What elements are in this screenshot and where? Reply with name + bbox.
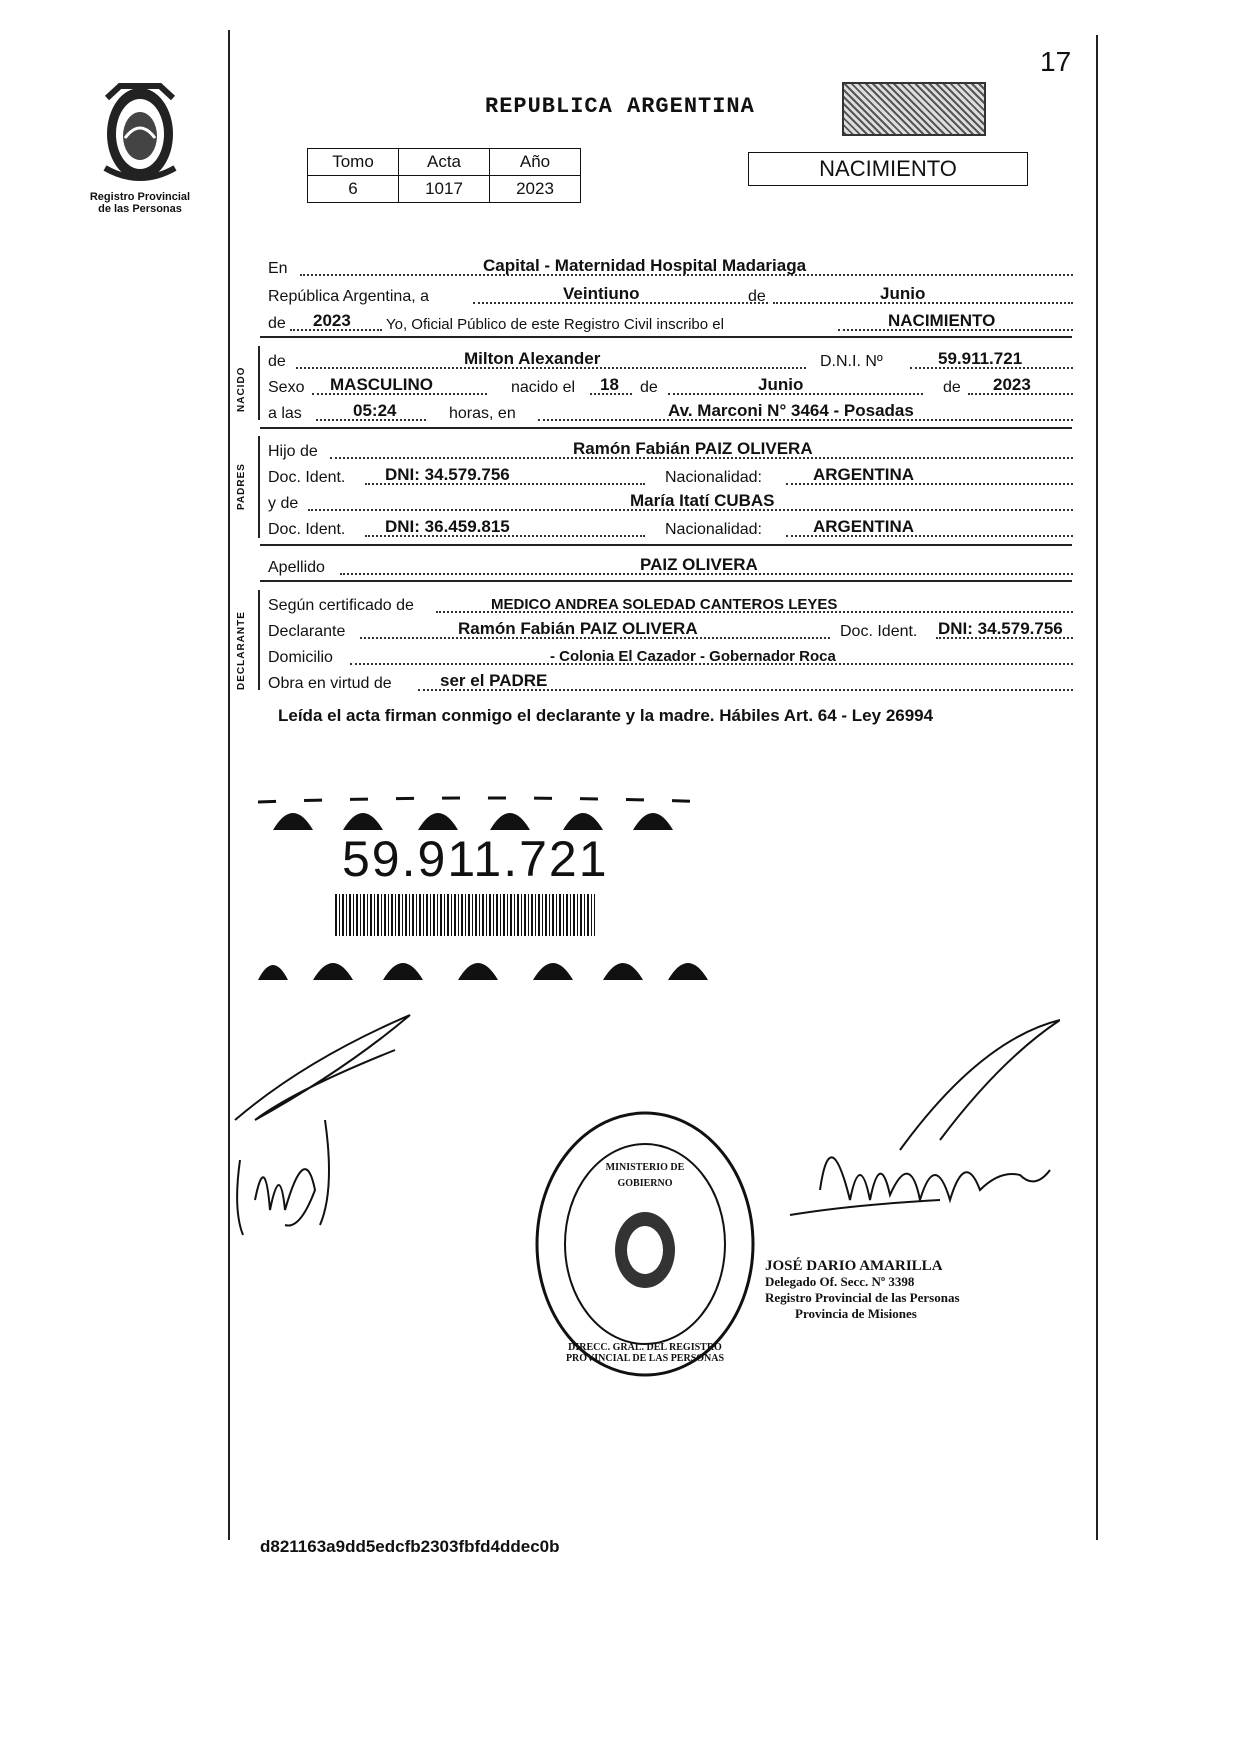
fingerprint-strip-top-icon	[258, 790, 713, 830]
declarant-signature	[225, 1010, 465, 1240]
value-act: NACIMIENTO	[888, 311, 996, 330]
label-nacido-el: nacido el	[511, 379, 576, 396]
value-declarant-doc: DNI: 34.579.756	[938, 619, 1063, 638]
label-nacionalidad-2: Nacionalidad:	[665, 521, 762, 538]
record-value-acta: 1017	[399, 176, 490, 203]
stamp-ring-text: DIRECC. GRAL. DEL REGISTRO PROVINCIAL DE LAS PERSONAS	[565, 1342, 725, 1364]
row-surname	[268, 553, 1073, 577]
logo-caption-line1: Registro Provincial	[89, 191, 191, 203]
value-birth-month: Junio	[758, 375, 804, 394]
record-header-ano: Año	[490, 149, 581, 176]
record-value-ano: 2023	[490, 176, 581, 203]
label-a-las: a las	[268, 405, 302, 422]
logo-caption-line2: de las Personas	[98, 203, 182, 215]
label-yo: Yo, Oficial Público de este Registro Civil inscribo el	[386, 316, 724, 333]
signatory-office: Registro Provincial de las Personas	[765, 1290, 960, 1305]
signatory-block	[765, 1258, 1065, 1322]
value-father: Ramón Fabián PAIZ OLIVERA	[573, 439, 813, 458]
document-hash: d821163a9dd5edcfb2303fbfd4ddec0b	[260, 1537, 560, 1556]
row-certificate	[268, 591, 1073, 615]
value-father-doc: DNI: 34.579.756	[385, 465, 510, 484]
label-dni: D.N.I. Nº	[820, 353, 883, 370]
row-father	[268, 437, 1073, 461]
row-place	[268, 254, 1073, 278]
barcode-icon	[335, 894, 595, 936]
label-doc-ident-decl: Doc. Ident.	[840, 623, 918, 640]
page-title: REPUBLICA ARGENTINA	[485, 94, 755, 119]
closing-note: Leída el acta firman conmigo el declarante y la madre. Hábiles Art. 64 - Ley 26994	[278, 706, 934, 725]
row-name	[268, 347, 1073, 371]
label-declarante: Declarante	[268, 623, 346, 640]
section-label-declarante: DECLARANTE	[236, 611, 247, 690]
official-signature	[760, 1000, 1060, 1240]
label-hijo-de: Hijo de	[268, 443, 318, 460]
left-margin-line	[228, 30, 230, 1540]
row-year-act	[268, 309, 1073, 333]
coat-of-arms-icon	[75, 78, 205, 186]
value-day-words: Veintiuno	[563, 284, 640, 303]
label-domicilio: Domicilio	[268, 649, 333, 666]
row-mother	[268, 489, 1073, 513]
value-mother-nat: ARGENTINA	[813, 517, 915, 536]
security-seal-icon	[842, 82, 986, 136]
value-mother-doc: DNI: 36.459.815	[385, 517, 510, 536]
value-name: Milton Alexander	[464, 349, 601, 368]
row-time-place	[268, 399, 1073, 423]
act-type-box: NACIMIENTO	[748, 152, 1028, 186]
label-sexo: Sexo	[268, 379, 305, 396]
signatory-role: Delegado Of. Secc. Nº 3398	[765, 1274, 915, 1289]
label-apellido: Apellido	[268, 559, 325, 576]
label-horas-en: horas, en	[449, 405, 516, 422]
value-birth-year: 2023	[993, 375, 1031, 394]
label-de-year: de	[268, 315, 286, 332]
label-nacionalidad-1: Nacionalidad:	[665, 469, 762, 486]
value-birth-day: 18	[600, 375, 619, 394]
label-de-birth-month: de	[640, 379, 658, 396]
value-domicile: - Colonia El Cazador - Gobernador Roca	[550, 648, 836, 665]
value-dni: 59.911.721	[938, 349, 1023, 368]
label-doc-ident-2: Doc. Ident.	[268, 521, 346, 538]
value-father-nat: ARGENTINA	[813, 465, 915, 484]
section-label-nacido: NACIDO	[236, 366, 247, 412]
right-margin-line	[1096, 35, 1098, 1540]
id-label	[258, 790, 713, 980]
label-y-de: y de	[268, 495, 299, 512]
row-father-doc	[268, 463, 1073, 487]
record-value-tomo: 6	[308, 176, 399, 203]
value-mother: María Itatí CUBAS	[630, 491, 775, 510]
official-stamp	[534, 1110, 756, 1378]
record-header-acta: Acta	[399, 149, 490, 176]
value-declarant: Ramón Fabián PAIZ OLIVERA	[458, 619, 698, 638]
row-declarant	[268, 617, 1073, 641]
row-by-virtue	[268, 669, 1073, 693]
label-doc-ident-1: Doc. Ident.	[268, 469, 346, 486]
signatory-name: JOSÉ DARIO AMARILLA	[765, 1258, 943, 1274]
stamp-inner-text: MINISTERIO DE GOBIERNO	[605, 1162, 685, 1189]
label-de-name: de	[268, 353, 286, 370]
value-place: Capital - Maternidad Hospital Madariaga	[483, 256, 807, 275]
row-sex-birth	[268, 373, 1073, 397]
page-number: 17	[1040, 46, 1072, 77]
value-month: Junio	[880, 284, 926, 303]
label-segun: Según certificado de	[268, 597, 414, 614]
value-time: 05:24	[353, 401, 397, 420]
record-header-tomo: Tomo	[308, 149, 399, 176]
official-stamp-seal-icon	[534, 1110, 756, 1378]
label-republica: República Argentina, a	[268, 288, 429, 305]
value-year: 2023	[313, 311, 351, 330]
value-address: Av. Marconi N° 3464 - Posadas	[668, 401, 914, 420]
label-de-birth-year: de	[943, 379, 961, 396]
value-surname: PAIZ OLIVERA	[640, 555, 758, 574]
label-de-month: de	[748, 288, 766, 305]
signatory-province: Provincia de Misiones	[795, 1306, 917, 1321]
value-certificate: MEDICO ANDREA SOLEDAD CANTEROS LEYES	[491, 596, 838, 613]
section-label-padres: PADRES	[236, 463, 247, 510]
label-en: En	[268, 260, 288, 277]
record-table	[307, 148, 581, 203]
row-domicile	[268, 643, 1073, 667]
fingerprint-strip-bottom-icon	[258, 940, 713, 980]
id-number: 59.911.721	[342, 831, 609, 887]
row-date	[268, 282, 1073, 306]
label-obra: Obra en virtud de	[268, 675, 392, 692]
value-sex: MASCULINO	[330, 375, 433, 394]
row-mother-doc	[268, 515, 1073, 539]
registry-logo	[75, 78, 205, 215]
value-by-virtue: ser el PADRE	[440, 671, 548, 690]
